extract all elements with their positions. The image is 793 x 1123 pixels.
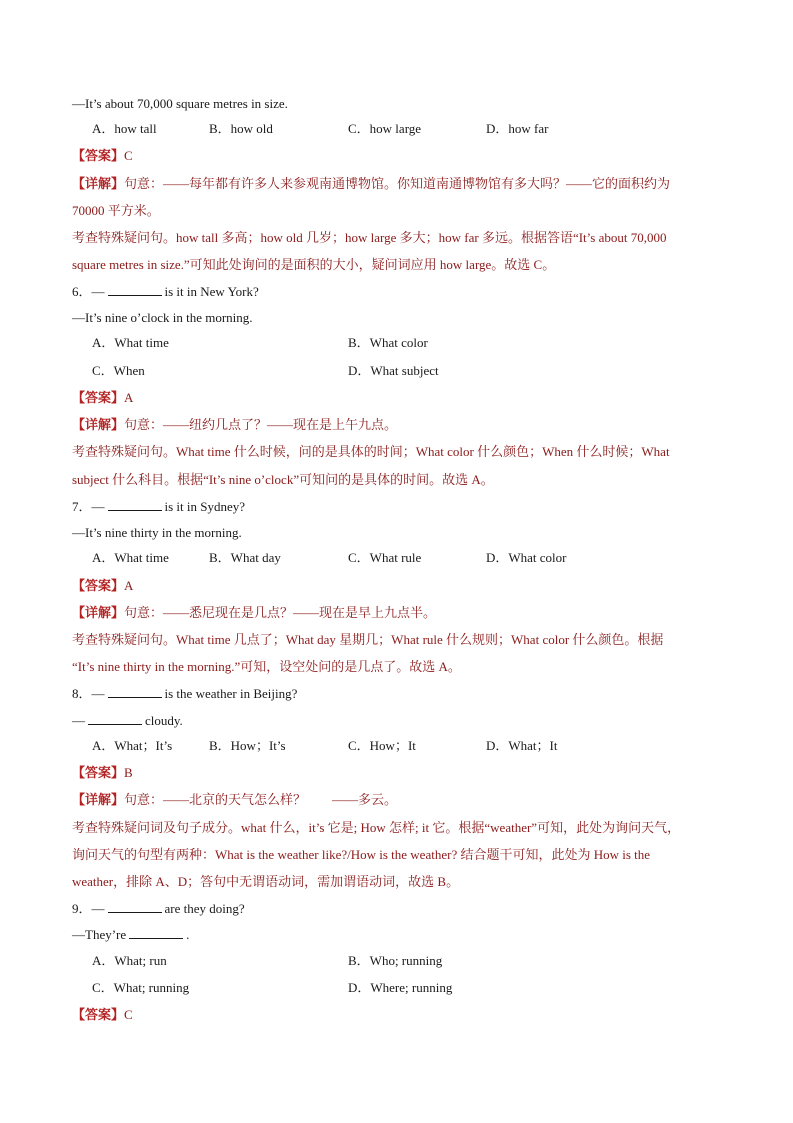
q8-answer: 【答案】B [72,765,133,780]
q5-response: —It’s about 70,000 square metres in size. [72,96,288,111]
q9-option-c: C．What; running [92,980,190,995]
q7-blank [108,498,162,511]
q6-analysis-2: subject 什么科目。根据“It’s nine o’clock”可知问的是具体的时间。故选 A。 [72,472,494,487]
q5-analysis-1: 考查特殊疑问句。how tall 多高；how old 几岁；how large 多大；how far 多远。根据答语“It’s about 70,000 [72,230,667,245]
q8-detail-1: 【详解】句意：——北京的天气怎么样？ ——多云。 [72,792,398,807]
q7-detail-1: 【详解】句意：——悉尼现在是几点？——现在是早上九点半。 [72,605,437,620]
q8-analysis-1: 考查特殊疑问词及句子成分。what 什么，it’s 它是; How 怎样; it 它。根据“weather”可知，此处为询问天气， [72,820,681,835]
q5-option-a: A．how tall [92,121,157,136]
q8-option-c: C．How；It [348,738,416,753]
q8-blank-2 [88,712,142,725]
q6-option-a: A．What time [92,335,169,350]
q6-blank [108,283,162,296]
q7-question: 7．— is it in Sydney? [72,499,246,514]
q6-answer: 【答案】A [72,390,134,405]
q7-option-c: C．What rule [348,550,422,565]
q7-option-b: B．What day [209,550,281,565]
q8-option-a: A．What；It’s [92,738,173,753]
q6-question: 6．— is it in New York? [72,284,259,299]
q7-analysis-2: “It’s nine thirty in the morning.”可知，设空处问的是几点了。故选 A。 [72,659,461,674]
q6-option-d: D．What subject [348,363,439,378]
q7-option-a: A．What time [92,550,169,565]
q9-blank-2 [129,926,183,939]
q5-option-d: D．how far [486,121,549,136]
q9-response: —They’re . [72,927,190,942]
q9-option-b: B．Who; running [348,953,443,968]
q7-analysis-1: 考查特殊疑问句。What time 几点了；What day 星期几；What rule 什么规则；What color 什么颜色。根据 [72,632,664,647]
q8-analysis-3: weather，排除 A、D；答句中无谓语动词，需加谓语动词，故选 B。 [72,874,460,889]
q8-option-d: D．What；It [486,738,558,753]
q5-option-c: C．how large [348,121,422,136]
q8-option-b: B．How；It’s [209,738,286,753]
q6-option-b: B．What color [348,335,428,350]
q6-option-c: C．When [92,363,145,378]
q7-response: —It’s nine thirty in the morning. [72,525,242,540]
q8-response: — cloudy. [72,713,183,728]
q5-detail-2: 70000 平方米。 [72,203,160,218]
q9-blank-1 [108,900,162,913]
q7-answer: 【答案】A [72,578,134,593]
q5-analysis-2: square metres in size.”可知此处询问的是面积的大小，疑问词应用 how large。故选 C。 [72,257,556,272]
q5-option-b: B．how old [209,121,273,136]
q9-option-d: D．Where; running [348,980,453,995]
q9-option-a: A．What; run [92,953,167,968]
q9-answer: 【答案】C [72,1007,133,1022]
q9-question: 9．— are they doing? [72,901,245,916]
q8-analysis-2: 询问天气的句型有两种：What is the weather like?/How is the weather? 结合题干可知，此处为 How is the [72,847,651,862]
q5-answer: 【答案】C [72,148,133,163]
q6-response: —It’s nine o’clock in the morning. [72,310,253,325]
q8-blank-1 [108,685,162,698]
q8-question: 8．— is the weather in Beijing? [72,686,298,701]
q7-option-d: D．What color [486,550,567,565]
q5-detail-1: 【详解】句意：——每年都有许多人来参观南通博物馆。你知道南通博物馆有多大吗？——它的面积约为 [72,176,671,191]
q6-detail-1: 【详解】句意：——纽约几点了？——现在是上午九点。 [72,417,398,432]
q6-analysis-1: 考查特殊疑问句。What time 什么时候，问的是具体的时间；What color 什么颜色；When 什么时候；What [72,444,670,459]
